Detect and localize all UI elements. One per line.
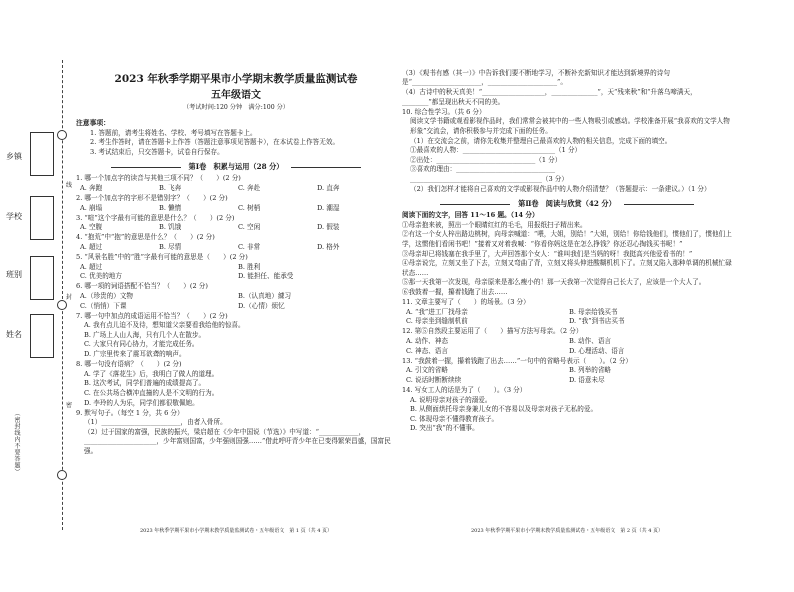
answer-option[interactable]: D. 广宗里传来了震耳欲聋的响声。 [84, 350, 186, 359]
answer-option[interactable]: A. 超过 [80, 262, 103, 271]
answer-options [76, 292, 396, 311]
school-box[interactable] [30, 196, 54, 240]
answer-option[interactable]: C. 母亲坐到缝制机前 [406, 317, 468, 326]
answer-option[interactable]: D. 直奔 [317, 183, 340, 192]
question-stem: 14. 写女工人的话是为了（ ）。（3 分） [402, 385, 527, 394]
fill-line: ②出处：______________________________（1 分） [410, 155, 562, 164]
passage-paragraph: ②有这一个女人梓出路边桃树，向母亲喊道：“喂，大姐，别给！”大姐，别给！你给钱他们，惯他们了，惯他们上学，这惯他们看闲书吧！”接着又对着我喊：“你看你妈这是在怎么挣钱？你还忍心掏钱买书呢！” [402, 230, 732, 248]
subject-title: 五年级语文 [211, 90, 261, 101]
field-label-township: 乡镇 [6, 152, 22, 161]
question-stem: 3. “喧”这个字最有可能的意思是什么？（ ）(2 分) [76, 213, 235, 222]
answer-options [76, 370, 396, 408]
left-question-list [76, 174, 396, 456]
bind-hole [57, 130, 67, 140]
passage-paragraph: ①母亲抱来被，照出一个眼睛红红的毛毛，用报纸扫子精出来。 [402, 220, 587, 229]
poem-fill: （4）古诗中的秋天真美！“___________________，______________”，天“残来秋”和“升落乌啼满天，________”都呈现出秋天不同的美。 [402, 88, 697, 106]
passage-paragraph: ⑤那一天我第一次发现，母亲原来是那么瘦小的！那一天我第一次觉得自己长大了，应该是一个大人了。 [402, 278, 706, 287]
right-column [402, 68, 732, 434]
answer-option[interactable]: D.（心情）烦忆 [238, 301, 285, 310]
question-stem: 9. 默写句子。（每空 1 分，共 6 分） [76, 408, 184, 417]
answer-options [402, 337, 732, 356]
field-label-name: 姓名 [6, 330, 22, 339]
sub-question: （2）我们怎样才能将自己喜欢的文学或影视作品中的人物介绍清楚？（答题提示：一条建议。）（1 分） [410, 184, 711, 193]
answer-option[interactable]: D. 假装 [317, 223, 340, 232]
question-stem: 8. 哪一句没有语病？（ ）(2 分) [76, 360, 182, 369]
passage-paragraph: ⑥我鼓着一握，攥着钱跑了出去…… [402, 287, 508, 296]
answer-options [402, 396, 732, 434]
answer-option[interactable]: A. 崩塌 [80, 203, 103, 212]
answer-option[interactable]: A. 超过 [80, 243, 103, 252]
answer-option[interactable]: C. 神态、语言 [406, 346, 448, 355]
answer-options [402, 308, 732, 327]
answer-options [76, 184, 396, 194]
seal-mark: 线 [66, 182, 73, 189]
answer-options [76, 243, 396, 253]
answer-option[interactable]: C.（悄悄）下课 [80, 301, 127, 310]
page-footer: 2023 年秋季学期平果市小学期末教学质量监测试卷・五年级语文 第 2 页（共 4 页） [470, 528, 664, 534]
answer-option[interactable]: B. 胜利 [238, 262, 261, 271]
fill-line: ①最喜欢的人物：____________________________（1 分） [410, 146, 582, 155]
answer-option[interactable]: B. 母亲给钱买书 [569, 307, 618, 316]
answer-option[interactable]: B. 饥饿 [159, 223, 182, 232]
answer-option[interactable]: （1）________________________，由者入骨所。 [84, 418, 227, 427]
bind-hole [57, 300, 67, 310]
field-label-class: 班别 [6, 270, 22, 279]
answer-option[interactable]: B. 广场上人山人海，只有几个人在散步。 [84, 330, 206, 339]
answer-option[interactable]: C. 体现母亲不懂得教育孩子。 [410, 414, 499, 423]
answer-option[interactable]: A. 引文的省略 [406, 366, 448, 375]
answer-option[interactable]: A. 空腹 [80, 223, 103, 232]
answer-option[interactable]: D. “我”到书店买书 [569, 317, 625, 326]
answer-option[interactable]: A. 我有点儿迫不及待，想知道父亲要看我给他的惊喜。 [84, 321, 245, 330]
answer-options [76, 263, 396, 282]
right-question-list [402, 298, 732, 434]
answer-option[interactable]: C. 大家只有同心协力，才能完成任务。 [84, 340, 199, 349]
answer-options [76, 223, 396, 233]
answer-option[interactable]: B. 飞奔 [159, 183, 182, 192]
answer-option[interactable]: B. 从侧面烘托母亲身兼儿女的不容易以及母亲对孩子无私的爱。 [410, 405, 598, 414]
answer-option[interactable]: （2）过于国家的富强，民族的振兴，梁启超在《少年中国说（节选）》中写道：“____________，______________________，少年富则国富，少年强则国强……”借此呼吁青少年在已变得繁荣昌盛，国富民强。 [84, 427, 391, 455]
seal-warning: （密封线内不要答题） [13, 410, 20, 475]
answer-option[interactable]: B. 懒惰 [159, 203, 182, 212]
answer-option[interactable]: C. 空闲 [238, 223, 261, 232]
sub-question: （1）在交流会之前，请你先收集并整理自己最喜欢的人物的相关信息，完成下面的填空。 [410, 136, 672, 145]
answer-option[interactable]: D. 格外 [317, 243, 340, 252]
fill-line: ________________________________________（3 分） [410, 175, 568, 184]
question-intro: 阅读文学书籍或观看影视作品时，我们常常会被其中的一些人物吸引或感动。学校准备开展“我喜欢的文学人物形象”交流会，请你积极参与并完成下面的任务。 [410, 117, 730, 136]
answer-option[interactable]: B. 列举的省略 [569, 366, 612, 375]
township-box[interactable] [30, 132, 54, 176]
answer-option[interactable]: D. 能担任、能承受 [238, 272, 294, 281]
answer-option[interactable]: B. 动作、语言 [569, 336, 612, 345]
binding-strip [0, 60, 73, 530]
answer-option[interactable]: A. 动作、神态 [406, 336, 448, 345]
answer-options [76, 204, 396, 214]
question-stem: 4. “抱荒”中“抱”的意思是什么？（ ）(2 分) [76, 233, 215, 242]
answer-option[interactable]: D. 突出“我”的不懂事。 [410, 424, 479, 433]
reading-passage [402, 221, 732, 298]
question-stem: 13. “我鼓着一握，攥着钱跑了出去……”一句中的省略号表示（ ）。（2 分） [402, 356, 633, 365]
question-stem: 6. 哪一项的词语搭配不恰当？（ ）(2 分) [76, 282, 208, 291]
note-item: 2. 考生作答时，请在答题卡上作答（答题注意事项见答题卡），在本试卷上作答无效。 [90, 138, 340, 147]
poem-fill: （3）《观书有感（其一）》中告诉我们要不断地学习，不断补充新知识才能达到新境界的诗句是“_____________________，_____________________”。 [402, 68, 670, 87]
field-label-school: 学校 [6, 212, 22, 221]
note-item: 3. 考试结束后，只交答题卡，试卷自行保存。 [90, 147, 224, 156]
fill-line: ③喜欢的理由：______________________________ [410, 165, 556, 174]
answer-option[interactable]: C. 奔赴 [238, 183, 261, 192]
seal-mark: 封 [66, 294, 73, 301]
answer-option[interactable]: D. 心理活动、语言 [569, 346, 625, 355]
question-stem: 10. 综合性学习。（共 6 分） [402, 107, 486, 116]
question-stem: 1. 哪一个加点字的读音与其他三项不同？（ ）(2 分) [76, 174, 241, 183]
answer-option[interactable]: C. 在公共场合横冲直撞的人是不文明的行为。 [84, 388, 219, 397]
passage-paragraph: ③母亲却已将钱塞在我手里了，大声回答那个女人：“谁叫我们是当妈的呀！我挺高兴他爱看书的！” [402, 249, 693, 258]
note-item: 1. 答题前，请考生将姓名、学校、考号填写在答题卡上。 [90, 128, 257, 137]
answer-options [76, 418, 396, 456]
question-stem: 7. 哪一句中加点的成语运用不恰当？（ ）(2 分) [76, 311, 228, 320]
answer-option[interactable]: A. “我”进工厂找母亲 [406, 307, 468, 316]
reading-heading: 阅读下面的文字，回答 11～16 题。（14 分） [402, 211, 539, 220]
answer-option[interactable]: C. 说话时断断续续 [406, 375, 462, 384]
section-heading: 第Ⅱ卷 阅读与欣赏（42 分） [402, 198, 732, 209]
answer-option[interactable]: B. 这次考试，同学们普遍的成绩提高了。 [84, 379, 206, 388]
passage-paragraph: ④母亲说完，立刻又坐了下去，立刻又弯曲了背，立刻又将头伸进酸糊机机下了。立刻又陷入那种单调的机械忙碌状态…… [402, 259, 732, 277]
answer-option[interactable]: C. 树梢 [238, 203, 261, 212]
answer-options [76, 321, 396, 359]
notes-heading: 注意事项： [76, 119, 110, 127]
answer-option[interactable]: B. 尽情 [159, 243, 182, 252]
bind-hole [57, 470, 67, 480]
section-heading: 第Ⅰ卷 积累与运用（28 分） [76, 161, 396, 172]
seal-mark: 密 [66, 402, 73, 409]
answer-option[interactable]: D. 李玲的人为乐，同学们都很敬佩她。 [84, 398, 199, 407]
answer-option[interactable]: D. 潮湿 [317, 203, 340, 212]
answer-option[interactable]: C. 优美的地方 [80, 272, 122, 281]
class-box[interactable] [30, 256, 54, 300]
name-box[interactable] [30, 314, 54, 358]
answer-option[interactable]: A. 奔跑 [80, 183, 103, 192]
exam-meta: （考试时间:120 分钟 满分:100 分） [183, 104, 289, 111]
question-stem: 11. 文章主要写了（ ）的场景。（3 分） [402, 298, 530, 307]
answer-option[interactable]: C. 非常 [238, 243, 261, 252]
answer-option[interactable]: A.（珍贵的）文物 [80, 292, 134, 300]
question-stem: 2. 哪一个加点字的字形不是错别字？（ ）(2 分) [76, 194, 228, 203]
answer-option[interactable]: A. 说明母亲对孩子的溺爱。 [410, 395, 492, 404]
question-stem: 12. 第⑤自然段主要运用了（ ）描写方法写母亲。（2 分） [402, 327, 583, 336]
exam-title: 2023 年秋季学期平果市小学期末教学质量监测试卷 [114, 73, 358, 85]
answer-option[interactable]: B.（认真地）練习 [238, 292, 292, 300]
answer-option[interactable]: A. 学了《落花生》后，我明白了做人的道理。 [84, 369, 219, 378]
page-footer: 2023 年秋季学期平果市小学期末教学质量监测试卷・五年级语文 第 1 页（共 4 页） [139, 528, 333, 534]
answer-options [402, 366, 732, 385]
left-column [76, 72, 396, 457]
answer-option[interactable]: D. 语意未尽 [569, 375, 605, 384]
question-stem: 5. “风景名胜”中的“胜”字最有可能的意思是（ ）(2 分) [76, 253, 248, 262]
